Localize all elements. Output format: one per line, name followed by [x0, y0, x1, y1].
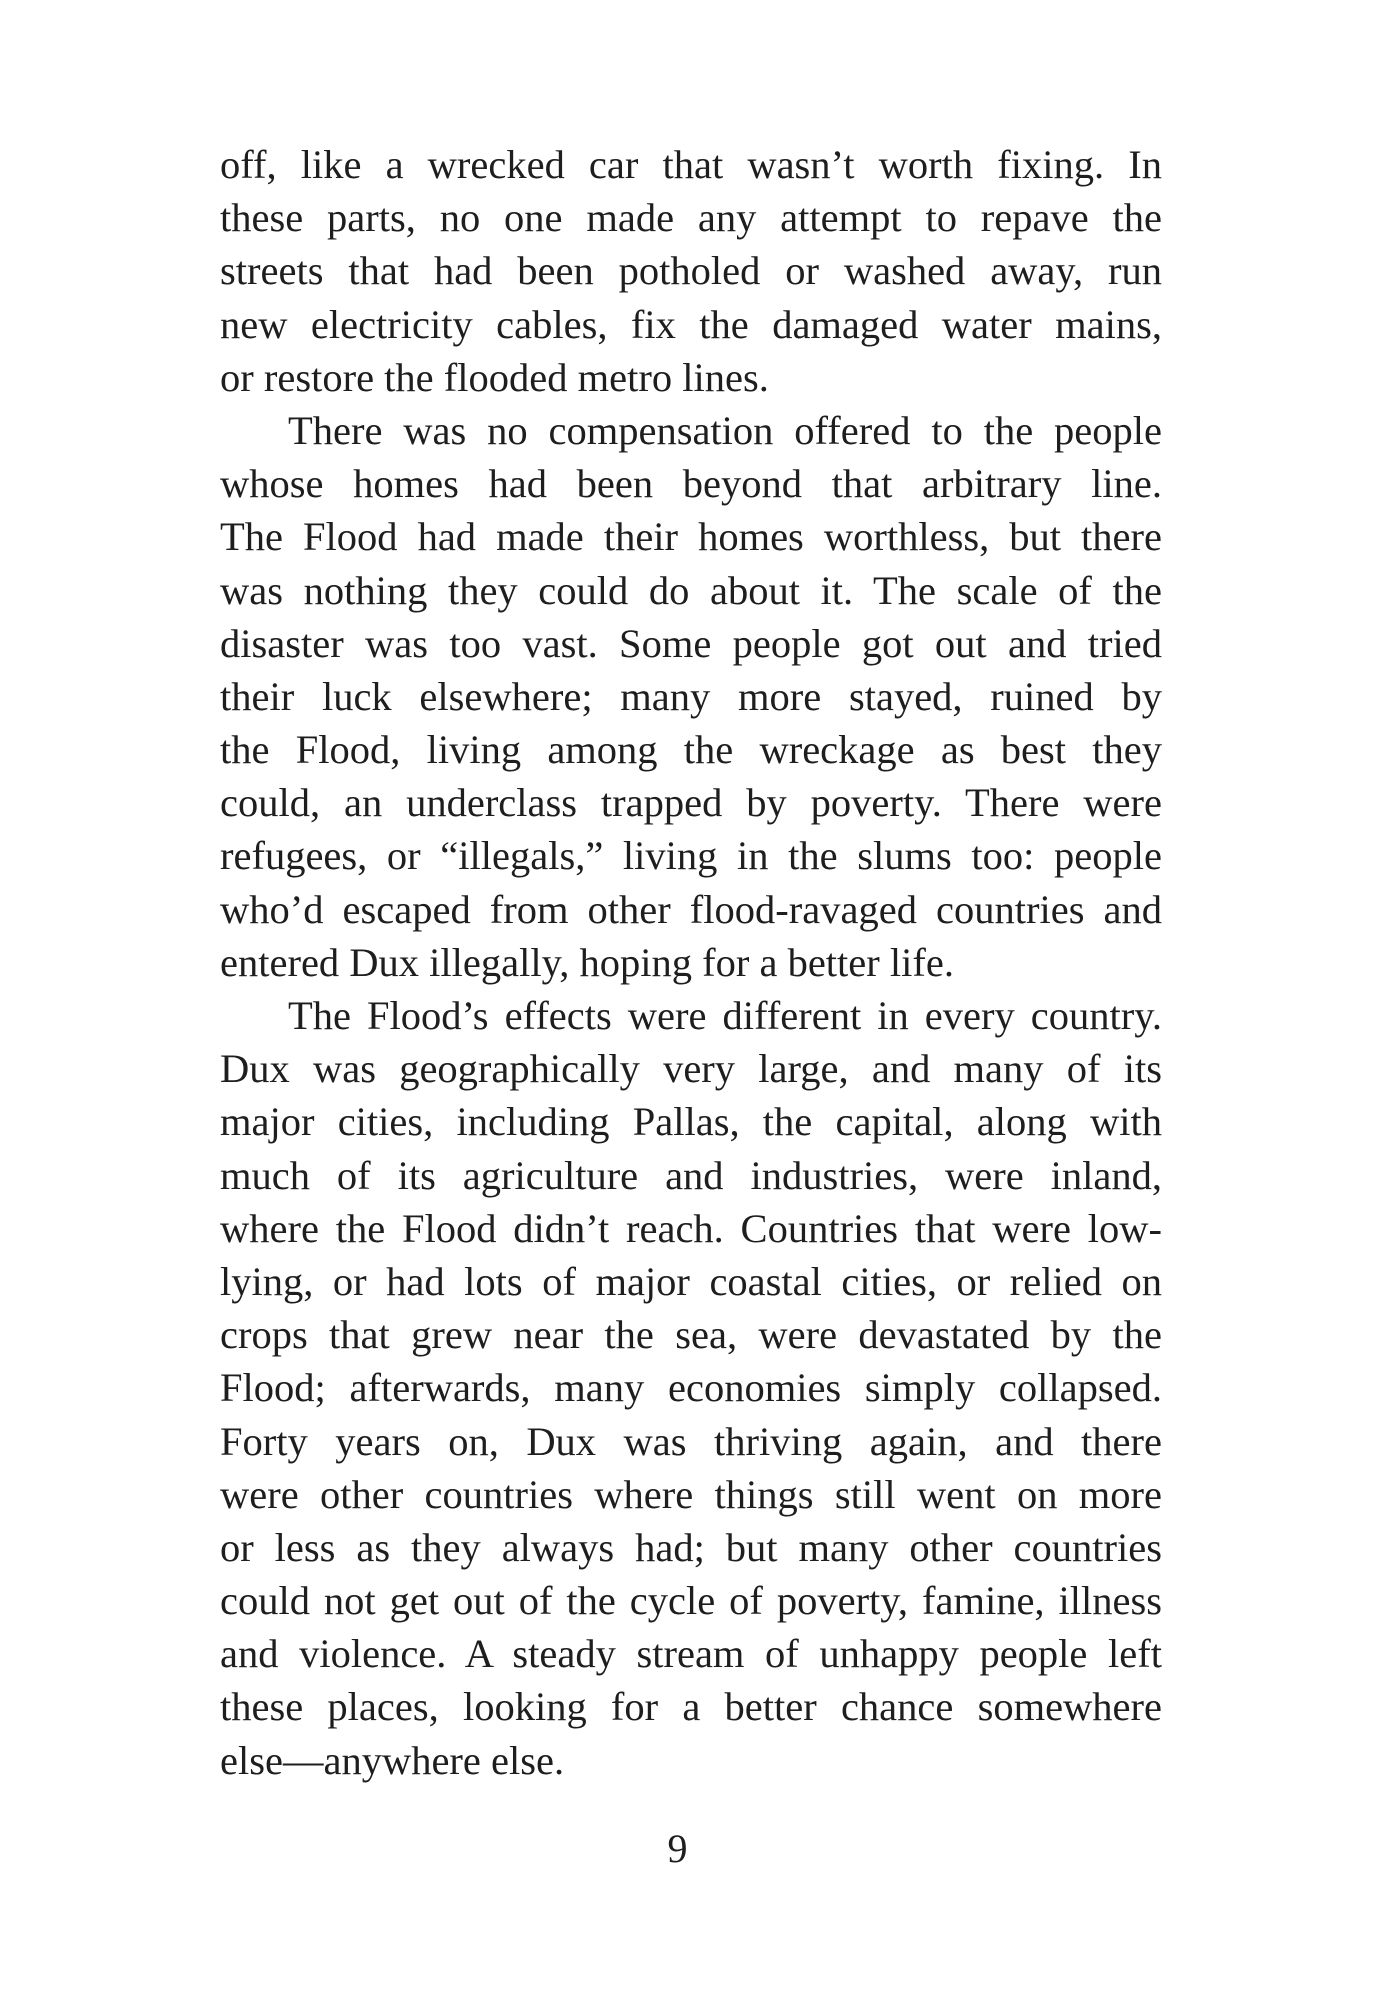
text-line: these places, looking for a better chance somewhere [220, 1684, 1162, 1730]
text-line: was nothing they could do about it. The scale of the [220, 567, 1162, 613]
text-line: Dux was geographically very large, and many of its [220, 1046, 1162, 1092]
text-line: entered Dux illegally, hoping for a better life. [220, 939, 954, 985]
text-line: lying, or had lots of major coastal cities, or relied on [220, 1258, 1162, 1304]
body-text [220, 138, 1162, 1787]
text-line: much of its agriculture and industries, were inland, [220, 1152, 1162, 1198]
paragraph [220, 404, 1162, 989]
text-line: major cities, including Pallas, the capital, along with [220, 1099, 1162, 1145]
text-line: There was no compensation offered to the people [288, 407, 1162, 453]
text-line: were other countries where things still went on more [220, 1471, 1162, 1517]
text-line: streets that had been potholed or washed away, run [220, 248, 1162, 294]
text-line: or less as they always had; but many other countries [220, 1524, 1162, 1570]
text-line: could not get out of the cycle of poverty, famine, illness [220, 1578, 1162, 1624]
text-line: refugees, or “illegals,” living in the slums too: people [220, 833, 1162, 879]
text-line: The Flood had made their homes worthless, but there [220, 514, 1162, 560]
text-line: these parts, no one made any attempt to repave the [220, 195, 1162, 241]
text-line: or restore the flooded metro lines. [220, 354, 769, 400]
text-line: the Flood, living among the wreckage as best they [220, 727, 1162, 773]
text-line: new electricity cables, fix the damaged water mains, [220, 301, 1162, 347]
text-line: could, an underclass trapped by poverty. There were [220, 780, 1162, 826]
text-line: who’d escaped from other flood-ravaged countries and [220, 886, 1162, 932]
text-line: disaster was too vast. Some people got out and tried [220, 620, 1162, 666]
paragraph [220, 138, 1162, 404]
text-line: crops that grew near the sea, were devastated by the [220, 1312, 1162, 1358]
text-line: off, like a wrecked car that wasn’t worth fixing. In [220, 142, 1162, 187]
text-line: where the Flood didn’t reach. Countries that were low- [220, 1205, 1162, 1251]
text-line: The Flood’s effects were different in every country. [288, 993, 1162, 1038]
text-line: their luck elsewhere; many more stayed, ruined by [220, 673, 1162, 719]
text-line: Flood; afterwards, many economies simply collapsed. [220, 1365, 1162, 1411]
page-number: 9 [667, 1826, 688, 1871]
text-line: whose homes had been beyond that arbitrary line. [220, 461, 1162, 507]
text-line: else—anywhere else. [220, 1737, 565, 1783]
text-line: and violence. A steady stream of unhappy people left [220, 1631, 1162, 1677]
text-line: Forty years on, Dux was thriving again, and there [220, 1418, 1162, 1464]
paragraph [220, 989, 1162, 1787]
